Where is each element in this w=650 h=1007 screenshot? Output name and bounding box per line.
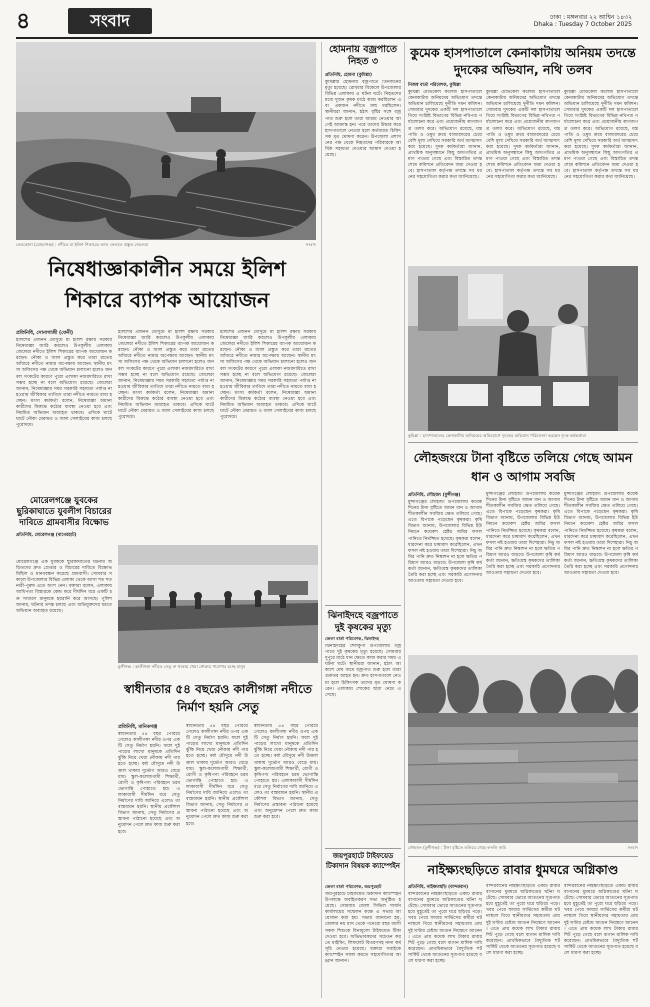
page-number: ৪ <box>16 9 31 34</box>
hospital-body-col2: কুমিল্লা মেডিকেল কলেজ হাসপাতালে কেনাকাটায় অনিয়মের অভিযোগ তদন্তে অভিযান চালিয়েছে দুর্নীতি দমন কমিশন। সোমবার দুদকের একটি দল হাসপাতালে গিয়ে সংশ্লিষ্ট বিভাগের বিভিন্ন নথিপত্র পর্যালোচনা করে এবং প্রয়োজনীয় কাগজপত্র তলব করে। অভিযোগ রয়েছে, যন্ত্রপাতি ও ওষুধ ক্রয়ে বাজারদরের চেয়ে বেশি মূল্য দেখিয়ে সরকারি অর্থ আত্মসাৎ করা হয়েছে। দুদক কর্মকর্তারা জানান, প্রাথমিক অনুসন্ধানে কিছু অসংগতির প্রমাণ পাওয়া গেছে এবং বিস্তারিত তদন্ত শেষে কমিশনে প্রতিবেদন জমা দেওয়া হবে। হাসপাতাল কর্তৃপক্ষ তদন্তে সব ধরনের সহযোগিতা করার কথা জানিয়েছে। <box>486 90 560 181</box>
bridge-byline: প্রতিনিধি, মানিকগঞ্জ <box>118 725 158 730</box>
rain-photo <box>408 655 638 843</box>
hospital-caption-text: কুমিল্লা : হাসপাতালের কেনাকাটায় অনিয়মের অভিযোগে দুদকের অভিযান পরিচালনা করছেন দুদক কর্মকর্তারা <box>408 433 587 438</box>
rain-body-col3: মুন্সীগঞ্জের লৌহজং উপজেলায় কয়েকদিনের টানা বৃষ্টিতে আমন ধান ও আগাম শীতকালীন সবজির ক্ষেত তলিয়ে গেছে। এতে বিপাকে পড়েছেন কৃষকরা। কৃষি বিভাগ জানায়, উপজেলার বিভিন্ন ইউনিয়নে কয়েকশ হেক্টর জমির ফসল পানিতে নিমজ্জিত হয়েছে। কৃষকরা বলেন, ধারদেনা করে চাষাবাদ করেছিলেন, এখন ফসল নষ্ট হওয়ায় তারা দিশেহারা। নিচু জমির পানি দ্রুত নিষ্কাশন না হলে ক্ষতির পরিমাণ আরও বাড়বে। উপজেলা কৃষি কর্মকর্তা জানান, ক্ষতিগ্রস্ত কৃষকদের তালিকা তৈরি করা হচ্ছে এবং সরকারি প্রণোদনার আওতায় সহায়তা দেওয়া হবে। <box>564 492 638 577</box>
hilsa-headline: নিষেধাজ্ঞাকালীন সময়ে ইলিশ শিকারে ব্যাপক আয়োজন <box>48 257 286 312</box>
hilsa-photo-image <box>16 42 316 240</box>
column-rule-1 <box>321 42 322 998</box>
bridge-photo-image <box>118 545 318 663</box>
fire-headline: নাইক্ষ্যংছড়িতে রাবার ধুমঘরে অগ্নিকাণ্ড <box>427 862 619 877</box>
hospital-headline: কুমেক হাসপাতালে কেনাকাটায় অনিয়ম তদন্তে দুদকের অভিযান, নথি তলব <box>410 45 636 77</box>
hilsa-photo <box>16 42 316 240</box>
lightning-byline: প্রতিনিধি, হোমনা (কুমিল্লা) <box>325 73 373 78</box>
bridge-body-col1: স্বাধীনতার ৫৪ বছর পেরিয়ে গেলেও কালীগঙ্গা নদীর ওপর একটি সেতু নির্মাণ হয়নি। ফলে দুই পাড়ের লাখো মানুষকে প্রতিদিন ঝুঁকি নিয়ে খেয়া নৌকায় নদী পার হতে হচ্ছে। বর্ষা মৌসুমে নদী উত্তাল থাকায় দুর্ভোগ আরও বেড়ে যায়। স্কুল-কলেজগামী শিক্ষার্থী, রোগী ও কৃষিপণ্য পরিবহনে চরম ভোগান্তি পোহাতে হয়। এলাকাবাসী দীর্ঘদিন ধরে সেতু নির্মাণের দাবি জানিয়ে এলেও তা বাস্তবায়ন হয়নি। স্থানীয় প্রকৌশল বিভাগ জানায়, সেতু নির্মাণের প্রস্তাবনা পাঠানো হয়েছে এবং অনুমোদন পেলে দ্রুত কাজ শুরু করা হবে। <box>118 732 180 835</box>
hilsa-body-col2: ইলিশের প্রজনন মৌসুমে মা ইলিশ রক্ষায় সরকার নিষেধাজ্ঞা জারি করলেও উপকূলীয় এলাকায় জেলেরা নদীতে ইলিশ শিকারের ব্যাপক আয়োজন করছেন। নৌকা ও জাল প্রস্তুত করে তারা রাতের আঁধারে নদীতে নামার অপেক্ষায় আছেন। স্থানীয় মৎস্য অফিসের পক্ষ থেকে অভিযান চালানো হলেও জনবল সংকটের কারণে পুরো এলাকা নজরদারিতে রাখা সম্ভব হচ্ছে না বলে অভিযোগ রয়েছে। জেলেরা জানান, নিষেধাজ্ঞার সময় সরকারি সহায়তা পর্যাপ্ত না হওয়ায় জীবিকার তাগিদে তারা নদীতে নামতে বাধ্য হচ্ছেন। মৎস্য কর্মকর্তা বলেন, নিষেধাজ্ঞা অমান্যকারীদের বিরুদ্ধে কঠোর ব্যবস্থা নেওয়া হবে এবং নিয়মিত অভিযান অব্যাহত থাকবে। এদিকে ঘাটে ঘাটে নৌকা মেরামত ও জাল সেলাইয়ের কাজ চলছে পুরোদমে। <box>118 330 214 421</box>
hilsa-byline: প্রতিনিধি, সোনাগাজী (ফেনী) <box>16 331 74 336</box>
two-dead-byline: জেলা বার্তা পরিবেশক, ঝিনাইদহ <box>325 636 380 641</box>
hilsa-caption-text: নেত্রকোনা (মোহনগঞ্জ) : নদীতে মা ইলিশ শিকারের জাল ফেলতে প্রস্তুত জেলেরা <box>16 242 149 247</box>
lightning-body: কুমিল্লার হোমনায় বজ্রপাতে তিনজনের মৃত্যু হয়েছে। রোববার বিকেলে উপজেলার বিভিন্ন এলাকায় এ ঘটনা ঘটে। নিহতদের মধ্যে দুজন কৃষক মাঠে কাজ করছিলেন এবং একজন নদীতে মাছ ধরছিলেন। স্থানীয়রা জানান, হঠাৎ বৃষ্টির সঙ্গে বজ্রপাত শুরু হলে তারা আশ্রয় নেওয়ার আগেই আক্রান্ত হন। পরে তাদের উদ্ধার করে হাসপাতালে নেওয়া হলে কর্তব্যরত চিকিৎসক মৃত ঘোষণা করেন। উপজেলা প্রশাসনের পক্ষ থেকে নিহতদের পরিবারকে আর্থিক সহায়তা দেওয়ার আশ্বাস দেওয়া হয়েছে। <box>325 80 401 159</box>
fire-body-col2: বান্দরবানের নাইক্ষ্যংছড়িতে একটি রাবার বাগানের ধুমঘরে অগ্নিকাণ্ডের ঘটনা ঘটেছে। সোমবার ভোরে আগুনের সূত্রপাত হয়ে মুহূর্তেই তা পুরো ঘরে ছড়িয়ে পড়ে। খবর পেয়ে ফায়ার সার্ভিসের কর্মীরা ঘটনাস্থলে গিয়ে স্থানীয়দের সহায়তায় প্রায় দুই ঘণ্টার চেষ্টায় আগুন নিয়ন্ত্রণে আনেন। এতে প্রায় কয়েক লাখ টাকার রাবার শিট পুড়ে গেছে বলে বাগান মালিক দাবি করেছেন। প্রাথমিকভাবে বৈদ্যুতিক শর্টসার্কিট থেকে আগুনের সূত্রপাত হয়েছে বলে ধারণা করা হচ্ছে। <box>486 884 560 957</box>
youth-body: মোরেলগঞ্জে এক যুবককে ছুরিকাঘাতের ঘটনায় জড়িতদের দ্রুত গ্রেপ্তার ও বিচারের দাবিতে বিক্ষোভ মিছিল ও মানববন্ধন করেছে গ্রামবাসী। সোমবার সকালে উপজেলার বিভিন্ন এলাকা থেকে আসা শত শত নারী-পুরুষ এতে অংশ নেন। বক্তারা বলেন, এলাকায় আধিপত্য বিস্তারকে কেন্দ্র করে দীর্ঘদিন ধরে একটি চক্র সাধারণ মানুষকে হয়রানি করে আসছে। পুলিশ জানায়, ঘটনার তদন্ত চলছে এবং অভিযুক্তদের ধরতে অভিযান অব্যাহত রয়েছে। <box>16 560 112 614</box>
hospital-photo-image <box>408 266 638 431</box>
youth-headline: মোরেলগঞ্জে যুবকের ছুরিকাঘাতে যুবলীগ বিচারের দাবিতে গ্রামবাসীর বিক্ষোভ <box>16 496 112 528</box>
masthead-rule <box>16 37 638 39</box>
fire-byline: প্রতিনিধি, নাইক্ষ্যংছড়ি (বান্দরবান) <box>408 885 469 890</box>
rain-caption-text: লৌহজং (মুন্সীগঞ্জ) : টানা বৃষ্টিতে তলিয়ে গেছে ফসলি জমি <box>408 845 506 850</box>
rain-headline: লৌহজংয়ে টানা বৃষ্টিতে তলিয়ে গেছে আমন ধান ও আগাম সবজি <box>413 450 633 484</box>
two-dead-headline: ঝিনাইদহে বজ্রপাতে দুই কৃষকের মৃত্যু <box>327 611 399 633</box>
hospital-photo-caption <box>408 433 638 438</box>
masthead-date-bn: ঢাকা : মঙ্গলবার ২২ আশ্বিন ১৪৩২ <box>550 14 632 21</box>
youth-byline: প্রতিনিধি, মোরেলগঞ্জ (বাগেরহাট) <box>16 533 77 538</box>
hilsa-caption-credit: সংবাদ <box>305 242 316 247</box>
rain-photo-caption <box>408 845 638 850</box>
bridge-photo-caption <box>118 664 318 669</box>
rain-caption-credit: সংবাদ <box>627 845 638 850</box>
hospital-body-col1: কুমিল্লা মেডিকেল কলেজ হাসপাতালে কেনাকাটায় অনিয়মের অভিযোগ তদন্তে অভিযান চালিয়েছে দুর্নীতি দমন কমিশন। সোমবার দুদকের একটি দল হাসপাতালে গিয়ে সংশ্লিষ্ট বিভাগের বিভিন্ন নথিপত্র পর্যালোচনা করে এবং প্রয়োজনীয় কাগজপত্র তলব করে। অভিযোগ রয়েছে, যন্ত্রপাতি ও ওষুধ ক্রয়ে বাজারদরের চেয়ে বেশি মূল্য দেখিয়ে সরকারি অর্থ আত্মসাৎ করা হয়েছে। দুদক কর্মকর্তারা জানান, প্রাথমিক অনুসন্ধানে কিছু অসংগতির প্রমাণ পাওয়া গেছে এবং বিস্তারিত তদন্ত শেষে কমিশনে প্রতিবেদন জমা দেওয়া হবে। হাসপাতাল কর্তৃপক্ষ তদন্তে সব ধরনের সহযোগিতা করার কথা জানিয়েছে। <box>408 90 482 181</box>
right-rule-1 <box>408 442 638 443</box>
typhoid-headline: জয়পুরহাটে টাইফয়েড টিকাদান বিষয়ক ক্যাম্পেইন <box>326 852 400 870</box>
rain-body-col1: মুন্সীগঞ্জের লৌহজং উপজেলায় কয়েকদিনের টানা বৃষ্টিতে আমন ধান ও আগাম শীতকালীন সবজির ক্ষেত তলিয়ে গেছে। এতে বিপাকে পড়েছেন কৃষকরা। কৃষি বিভাগ জানায়, উপজেলার বিভিন্ন ইউনিয়নে কয়েকশ হেক্টর জমির ফসল পানিতে নিমজ্জিত হয়েছে। কৃষকরা বলেন, ধারদেনা করে চাষাবাদ করেছিলেন, এখন ফসল নষ্ট হওয়ায় তারা দিশেহারা। নিচু জমির পানি দ্রুত নিষ্কাশন না হলে ক্ষতির পরিমাণ আরও বাড়বে। উপজেলা কৃষি কর্মকর্তা জানান, ক্ষতিগ্রস্ত কৃষকদের তালিকা তৈরি করা হচ্ছে এবং সরকারি প্রণোদনার আওতায় সহায়তা দেওয়া হবে। <box>408 500 482 585</box>
middle-rule-2 <box>325 848 401 849</box>
column-rule-2 <box>404 42 405 998</box>
hilsa-body-col3: ইলিশের প্রজনন মৌসুমে মা ইলিশ রক্ষায় সরকার নিষেধাজ্ঞা জারি করলেও উপকূলীয় এলাকায় জেলেরা নদীতে ইলিশ শিকারের ব্যাপক আয়োজন করছেন। নৌকা ও জাল প্রস্তুত করে তারা রাতের আঁধারে নদীতে নামার অপেক্ষায় আছেন। স্থানীয় মৎস্য অফিসের পক্ষ থেকে অভিযান চালানো হলেও জনবল সংকটের কারণে পুরো এলাকা নজরদারিতে রাখা সম্ভব হচ্ছে না বলে অভিযোগ রয়েছে। জেলেরা জানান, নিষেধাজ্ঞার সময় সরকারি সহায়তা পর্যাপ্ত না হওয়ায় জীবিকার তাগিদে তারা নদীতে নামতে বাধ্য হচ্ছেন। মৎস্য কর্মকর্তা বলেন, নিষেধাজ্ঞা অমান্যকারীদের বিরুদ্ধে কঠোর ব্যবস্থা নেওয়া হবে এবং নিয়মিত অভিযান অব্যাহত থাকবে। এদিকে ঘাটে ঘাটে নৌকা মেরামত ও জাল সেলাইয়ের কাজ চলছে পুরোদমে। <box>220 330 316 421</box>
bridge-headline: স্বাধীনতার ৫৪ বছরেও কালীগঙ্গা নদীতে নির্মাণ হয়নি সেতু <box>124 682 312 714</box>
two-dead-body: ঝিনাইদহের শৈলকুপা উপজেলায় বজ্রপাতে দুই কৃষকের মৃত্যু হয়েছে। সোমবার দুপুরে মাঠে ধান ক্ষেতে কাজ করার সময় এ ঘটনা ঘটে। স্থানীয়রা জানান, হঠাৎ আকাশে মেঘ জমে বজ্রপাত শুরু হলে তারা গুরুতর আহত হন। দ্রুত হাসপাতালে নেওয়া হলে চিকিৎসক তাদের মৃত ঘোষণা করেন। এলাকায় শোকের ছায়া নেমে এসেছে। <box>325 644 401 698</box>
hospital-body-col3: কুমিল্লা মেডিকেল কলেজ হাসপাতালে কেনাকাটায় অনিয়মের অভিযোগ তদন্তে অভিযান চালিয়েছে দুর্নীতি দমন কমিশন। সোমবার দুদকের একটি দল হাসপাতালে গিয়ে সংশ্লিষ্ট বিভাগের বিভিন্ন নথিপত্র পর্যালোচনা করে এবং প্রয়োজনীয় কাগজপত্র তলব করে। অভিযোগ রয়েছে, যন্ত্রপাতি ও ওষুধ ক্রয়ে বাজারদরের চেয়ে বেশি মূল্য দেখিয়ে সরকারি অর্থ আত্মসাৎ করা হয়েছে। দুদক কর্মকর্তারা জানান, প্রাথমিক অনুসন্ধানে কিছু অসংগতির প্রমাণ পাওয়া গেছে এবং বিস্তারিত তদন্ত শেষে কমিশনে প্রতিবেদন জমা দেওয়া হবে। হাসপাতাল কর্তৃপক্ষ তদন্তে সব ধরনের সহযোগিতা করার কথা জানিয়েছে। <box>564 90 638 181</box>
typhoid-body: জয়পুরহাটে টাইফয়েড টিকাদান ক্যাম্পেইন উপলক্ষে অবহিতকরণ সভা অনুষ্ঠিত হয়েছে। সোমবার জেলা সিভিল সার্জন কার্যালয়ের সম্মেলন কক্ষে এ সভার আয়োজন করা হয়। সভায় জানানো হয়, জেলার নয় মাস থেকে পনেরো বছর বয়সী সকল শিশুকে বিনামূল্যে টাইফয়েড টিকা দেওয়া হবে। অভিভাবকদের সচেতন করতে মাইকিং, লিফলেট বিতরণসহ নানা কর্মসূচি নেওয়া হয়েছে। বক্তারা সবাইকে ক্যাম্পেইন সফল করতে সহযোগিতার আহ্বান জানান। <box>325 892 401 965</box>
lightning-headline: হোমনায় বজ্রপাতে নিহত ৩ <box>329 44 397 67</box>
hilsa-body-col1: ইলিশের প্রজনন মৌসুমে মা ইলিশ রক্ষায় সরকার নিষেধাজ্ঞা জারি করলেও উপকূলীয় এলাকায় জেলেরা নদীতে ইলিশ শিকারের ব্যাপক আয়োজন করছেন। নৌকা ও জাল প্রস্তুত করে তারা রাতের আঁধারে নদীতে নামার অপেক্ষায় আছেন। স্থানীয় মৎস্য অফিসের পক্ষ থেকে অভিযান চালানো হলেও জনবল সংকটের কারণে পুরো এলাকা নজরদারিতে রাখা সম্ভব হচ্ছে না বলে অভিযোগ রয়েছে। জেলেরা জানান, নিষেধাজ্ঞার সময় সরকারি সহায়তা পর্যাপ্ত না হওয়ায় জীবিকার তাগিদে তারা নদীতে নামতে বাধ্য হচ্ছেন। মৎস্য কর্মকর্তা বলেন, নিষেধাজ্ঞা অমান্যকারীদের বিরুদ্ধে কঠোর ব্যবস্থা নেওয়া হবে এবং নিয়মিত অভিযান অব্যাহত থাকবে। এদিকে ঘাটে ঘাটে নৌকা মেরামত ও জাল সেলাইয়ের কাজ চলছে পুরোদমে। <box>16 338 112 429</box>
bridge-caption-text: মুন্সীগঞ্জ : কালীগঙ্গা নদীতে সেতু না থাকায় খেয়া নৌকায় পারাপার হচ্ছে মানুষ <box>118 664 246 669</box>
hospital-byline: নিজস্ব বার্তা পরিবেশক, কুমিল্লা <box>408 83 461 88</box>
bridge-photo <box>118 545 318 663</box>
bridge-body-col3: স্বাধীনতার ৫৪ বছর পেরিয়ে গেলেও কালীগঙ্গা নদীর ওপর একটি সেতু নির্মাণ হয়নি। ফলে দুই পাড়ের লাখো মানুষকে প্রতিদিন ঝুঁকি নিয়ে খেয়া নৌকায় নদী পার হতে হচ্ছে। বর্ষা মৌসুমে নদী উত্তাল থাকায় দুর্ভোগ আরও বেড়ে যায়। স্কুল-কলেজগামী শিক্ষার্থী, রোগী ও কৃষিপণ্য পরিবহনে চরম ভোগান্তি পোহাতে হয়। এলাকাবাসী দীর্ঘদিন ধরে সেতু নির্মাণের দাবি জানিয়ে এলেও তা বাস্তবায়ন হয়নি। স্থানীয় প্রকৌশল বিভাগ জানায়, সেতু নির্মাণের প্রস্তাবনা পাঠানো হয়েছে এবং অনুমোদন পেলে দ্রুত কাজ শুরু করা হবে। <box>254 724 318 821</box>
right-rule-2 <box>408 856 638 857</box>
logo-text: সংবাদ <box>90 11 130 30</box>
hilsa-photo-caption <box>16 242 316 247</box>
rain-photo-image <box>408 655 638 843</box>
rain-body-col2: মুন্সীগঞ্জের লৌহজং উপজেলায় কয়েকদিনের টানা বৃষ্টিতে আমন ধান ও আগাম শীতকালীন সবজির ক্ষেত তলিয়ে গেছে। এতে বিপাকে পড়েছেন কৃষকরা। কৃষি বিভাগ জানায়, উপজেলার বিভিন্ন ইউনিয়নে কয়েকশ হেক্টর জমির ফসল পানিতে নিমজ্জিত হয়েছে। কৃষকরা বলেন, ধারদেনা করে চাষাবাদ করেছিলেন, এখন ফসল নষ্ট হওয়ায় তারা দিশেহারা। নিচু জমির পানি দ্রুত নিষ্কাশন না হলে ক্ষতির পরিমাণ আরও বাড়বে। উপজেলা কৃষি কর্মকর্তা জানান, ক্ষতিগ্রস্ত কৃষকদের তালিকা তৈরি করা হচ্ছে এবং সরকারি প্রণোদনার আওতায় সহায়তা দেওয়া হবে। <box>486 492 560 577</box>
fire-body-col3: বান্দরবানের নাইক্ষ্যংছড়িতে একটি রাবার বাগানের ধুমঘরে অগ্নিকাণ্ডের ঘটনা ঘটেছে। সোমবার ভোরে আগুনের সূত্রপাত হয়ে মুহূর্তেই তা পুরো ঘরে ছড়িয়ে পড়ে। খবর পেয়ে ফায়ার সার্ভিসের কর্মীরা ঘটনাস্থলে গিয়ে স্থানীয়দের সহায়তায় প্রায় দুই ঘণ্টার চেষ্টায় আগুন নিয়ন্ত্রণে আনেন। এতে প্রায় কয়েক লাখ টাকার রাবার শিট পুড়ে গেছে বলে বাগান মালিক দাবি করেছেন। প্রাথমিকভাবে বৈদ্যুতিক শর্টসার্কিট থেকে আগুনের সূত্রপাত হয়েছে বলে ধারণা করা হচ্ছে। <box>564 884 638 957</box>
masthead-date-en: Dhaka : Tuesday 7 October 2025 <box>533 21 632 28</box>
masthead <box>16 8 638 40</box>
rain-byline: প্রতিনিধি, লৌহজং (মুন্সীগঞ্জ) <box>408 493 461 498</box>
bridge-body-col2: স্বাধীনতার ৫৪ বছর পেরিয়ে গেলেও কালীগঙ্গা নদীর ওপর একটি সেতু নির্মাণ হয়নি। ফলে দুই পাড়ের লাখো মানুষকে প্রতিদিন ঝুঁকি নিয়ে খেয়া নৌকায় নদী পার হতে হচ্ছে। বর্ষা মৌসুমে নদী উত্তাল থাকায় দুর্ভোগ আরও বেড়ে যায়। স্কুল-কলেজগামী শিক্ষার্থী, রোগী ও কৃষিপণ্য পরিবহনে চরম ভোগান্তি পোহাতে হয়। এলাকাবাসী দীর্ঘদিন ধরে সেতু নির্মাণের দাবি জানিয়ে এলেও তা বাস্তবায়ন হয়নি। স্থানীয় প্রকৌশল বিভাগ জানায়, সেতু নির্মাণের প্রস্তাবনা পাঠানো হয়েছে এবং অনুমোদন পেলে দ্রুত কাজ শুরু করা হবে। <box>186 724 248 827</box>
typhoid-byline: জেলা বার্তা পরিবেশক, জয়পুরহাট <box>325 884 382 889</box>
hospital-photo <box>408 266 638 431</box>
logo <box>68 8 152 34</box>
fire-body-col1: বান্দরবানের নাইক্ষ্যংছড়িতে একটি রাবার বাগানের ধুমঘরে অগ্নিকাণ্ডের ঘটনা ঘটেছে। সোমবার ভোরে আগুনের সূত্রপাত হয়ে মুহূর্তেই তা পুরো ঘরে ছড়িয়ে পড়ে। খবর পেয়ে ফায়ার সার্ভিসের কর্মীরা ঘটনাস্থলে গিয়ে স্থানীয়দের সহায়তায় প্রায় দুই ঘণ্টার চেষ্টায় আগুন নিয়ন্ত্রণে আনেন। এতে প্রায় কয়েক লাখ টাকার রাবার শিট পুড়ে গেছে বলে বাগান মালিক দাবি করেছেন। প্রাথমিকভাবে বৈদ্যুতিক শর্টসার্কিট থেকে আগুনের সূত্রপাত হয়েছে বলে ধারণা করা হচ্ছে। <box>408 892 482 965</box>
middle-rule-1 <box>325 605 401 606</box>
